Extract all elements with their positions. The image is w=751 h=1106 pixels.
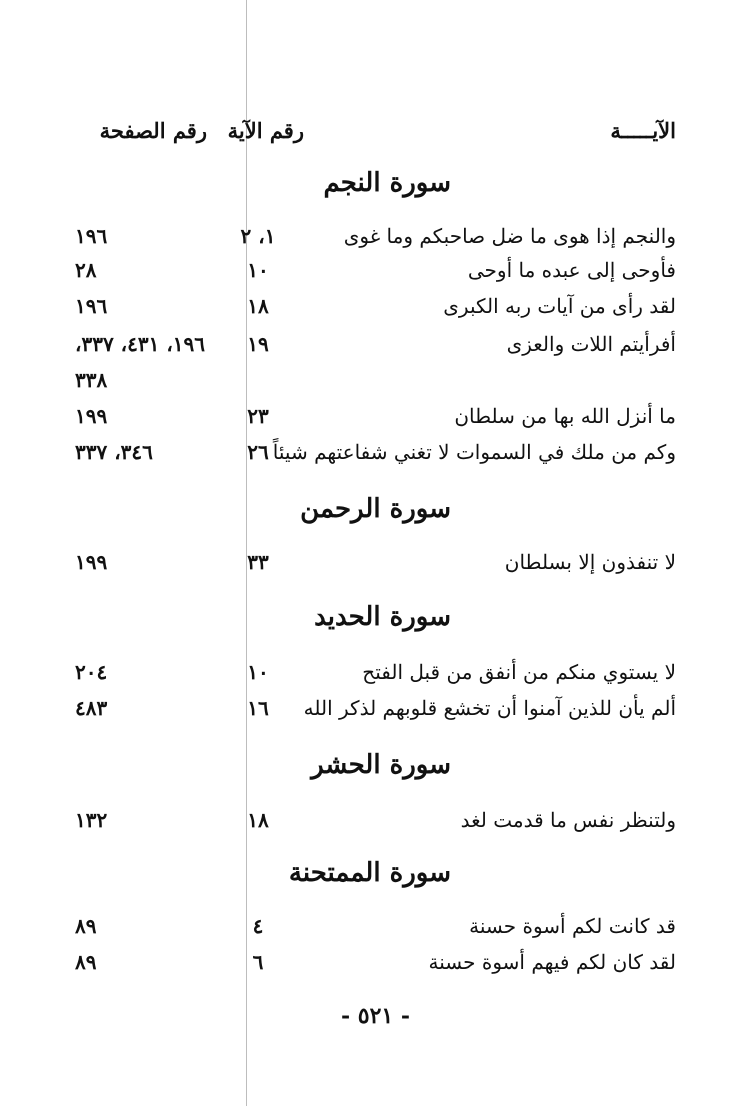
table-row	[0, 404, 751, 438]
page-number-footer: - ٥٢١ -	[340, 1003, 411, 1029]
table-row	[0, 440, 751, 474]
surah-title-hashr: سورة الحشر	[311, 750, 451, 780]
verse-text: فأوحى إلى عبده ما أوحى	[467, 258, 676, 282]
header-verse-number-label: رقم الآية	[227, 118, 304, 143]
page-references: ١٩٩	[75, 550, 108, 574]
verse-text: لقد كان لكم فيهم أسوة حسنة	[428, 950, 676, 974]
verse-number: ١٨	[247, 808, 269, 832]
verse-text: أفرأيتم اللات والعزى	[506, 332, 676, 356]
verse-text: لا تنفذون إلا بسلطان	[504, 550, 676, 574]
surah-title-rahman: سورة الرحمن	[300, 494, 451, 524]
table-row	[0, 368, 751, 402]
verse-number: ١٨	[247, 294, 269, 318]
verse-text: وكم من ملك في السموات لا تغني شفاعتهم شيئاً	[272, 440, 676, 464]
verse-number: ١، ٢	[240, 224, 276, 248]
page-references: ٣٤٦، ٣٣٧	[75, 440, 153, 464]
verse-text: والنجم إذا هوى ما ضل صاحبكم وما غوى	[343, 224, 676, 248]
table-row	[0, 332, 751, 366]
table-row	[0, 808, 751, 842]
verse-text: ألم يأن للذين آمنوا أن تخشع قلوبهم لذكر الله	[303, 696, 676, 720]
page-references: ١٩٦، ٤٣١، ٣٣٧،	[75, 332, 206, 356]
verse-text: ما أنزل الله بها من سلطان	[454, 404, 676, 428]
page-references: ٣٣٨	[75, 368, 108, 392]
page-references: ١٩٦	[75, 224, 108, 248]
table-row	[0, 224, 751, 258]
page-references: ٨٩	[75, 950, 97, 974]
verse-text: قد كانت لكم أسوة حسنة	[469, 914, 676, 938]
verse-number: ١٦	[247, 696, 269, 720]
header-page-number-label: رقم الصفحة	[99, 118, 207, 143]
page-references: ١٩٩	[75, 404, 108, 428]
table-row	[0, 696, 751, 730]
page-references: ٢٠٤	[75, 660, 108, 684]
verse-number: ٤	[252, 914, 264, 938]
page-references: ٢٨	[75, 258, 97, 282]
table-row	[0, 294, 751, 328]
surah-title-najm: سورة النجم	[323, 168, 451, 198]
verse-number: ٦	[252, 950, 264, 974]
verse-text: لقد رأى من آيات ربه الكبرى	[443, 294, 676, 318]
table-row	[0, 914, 751, 948]
surah-title-hadid: سورة الحديد	[314, 602, 451, 632]
verse-number: ١٠	[247, 258, 269, 282]
verse-text: لا يستوي منكم من أنفق من قبل الفتح	[362, 660, 676, 684]
verse-number: ٣٣	[247, 550, 269, 574]
table-row	[0, 950, 751, 984]
verse-number: ٢٦	[247, 440, 269, 464]
verse-text: ولتنظر نفس ما قدمت لغد	[460, 808, 676, 832]
table-row	[0, 660, 751, 694]
verse-number: ١٩	[247, 332, 269, 356]
page-references: ١٣٢	[75, 808, 108, 832]
page-references: ١٩٦	[75, 294, 108, 318]
table-row	[0, 258, 751, 292]
header-verse-label: الآيـــــة	[610, 118, 676, 143]
verse-number: ٢٣	[247, 404, 269, 428]
page-references: ٤٨٣	[75, 696, 108, 720]
table-row	[0, 550, 751, 584]
surah-title-mumtahana: سورة الممتحنة	[288, 858, 451, 888]
page-references: ٨٩	[75, 914, 97, 938]
verse-number: ١٠	[247, 660, 269, 684]
